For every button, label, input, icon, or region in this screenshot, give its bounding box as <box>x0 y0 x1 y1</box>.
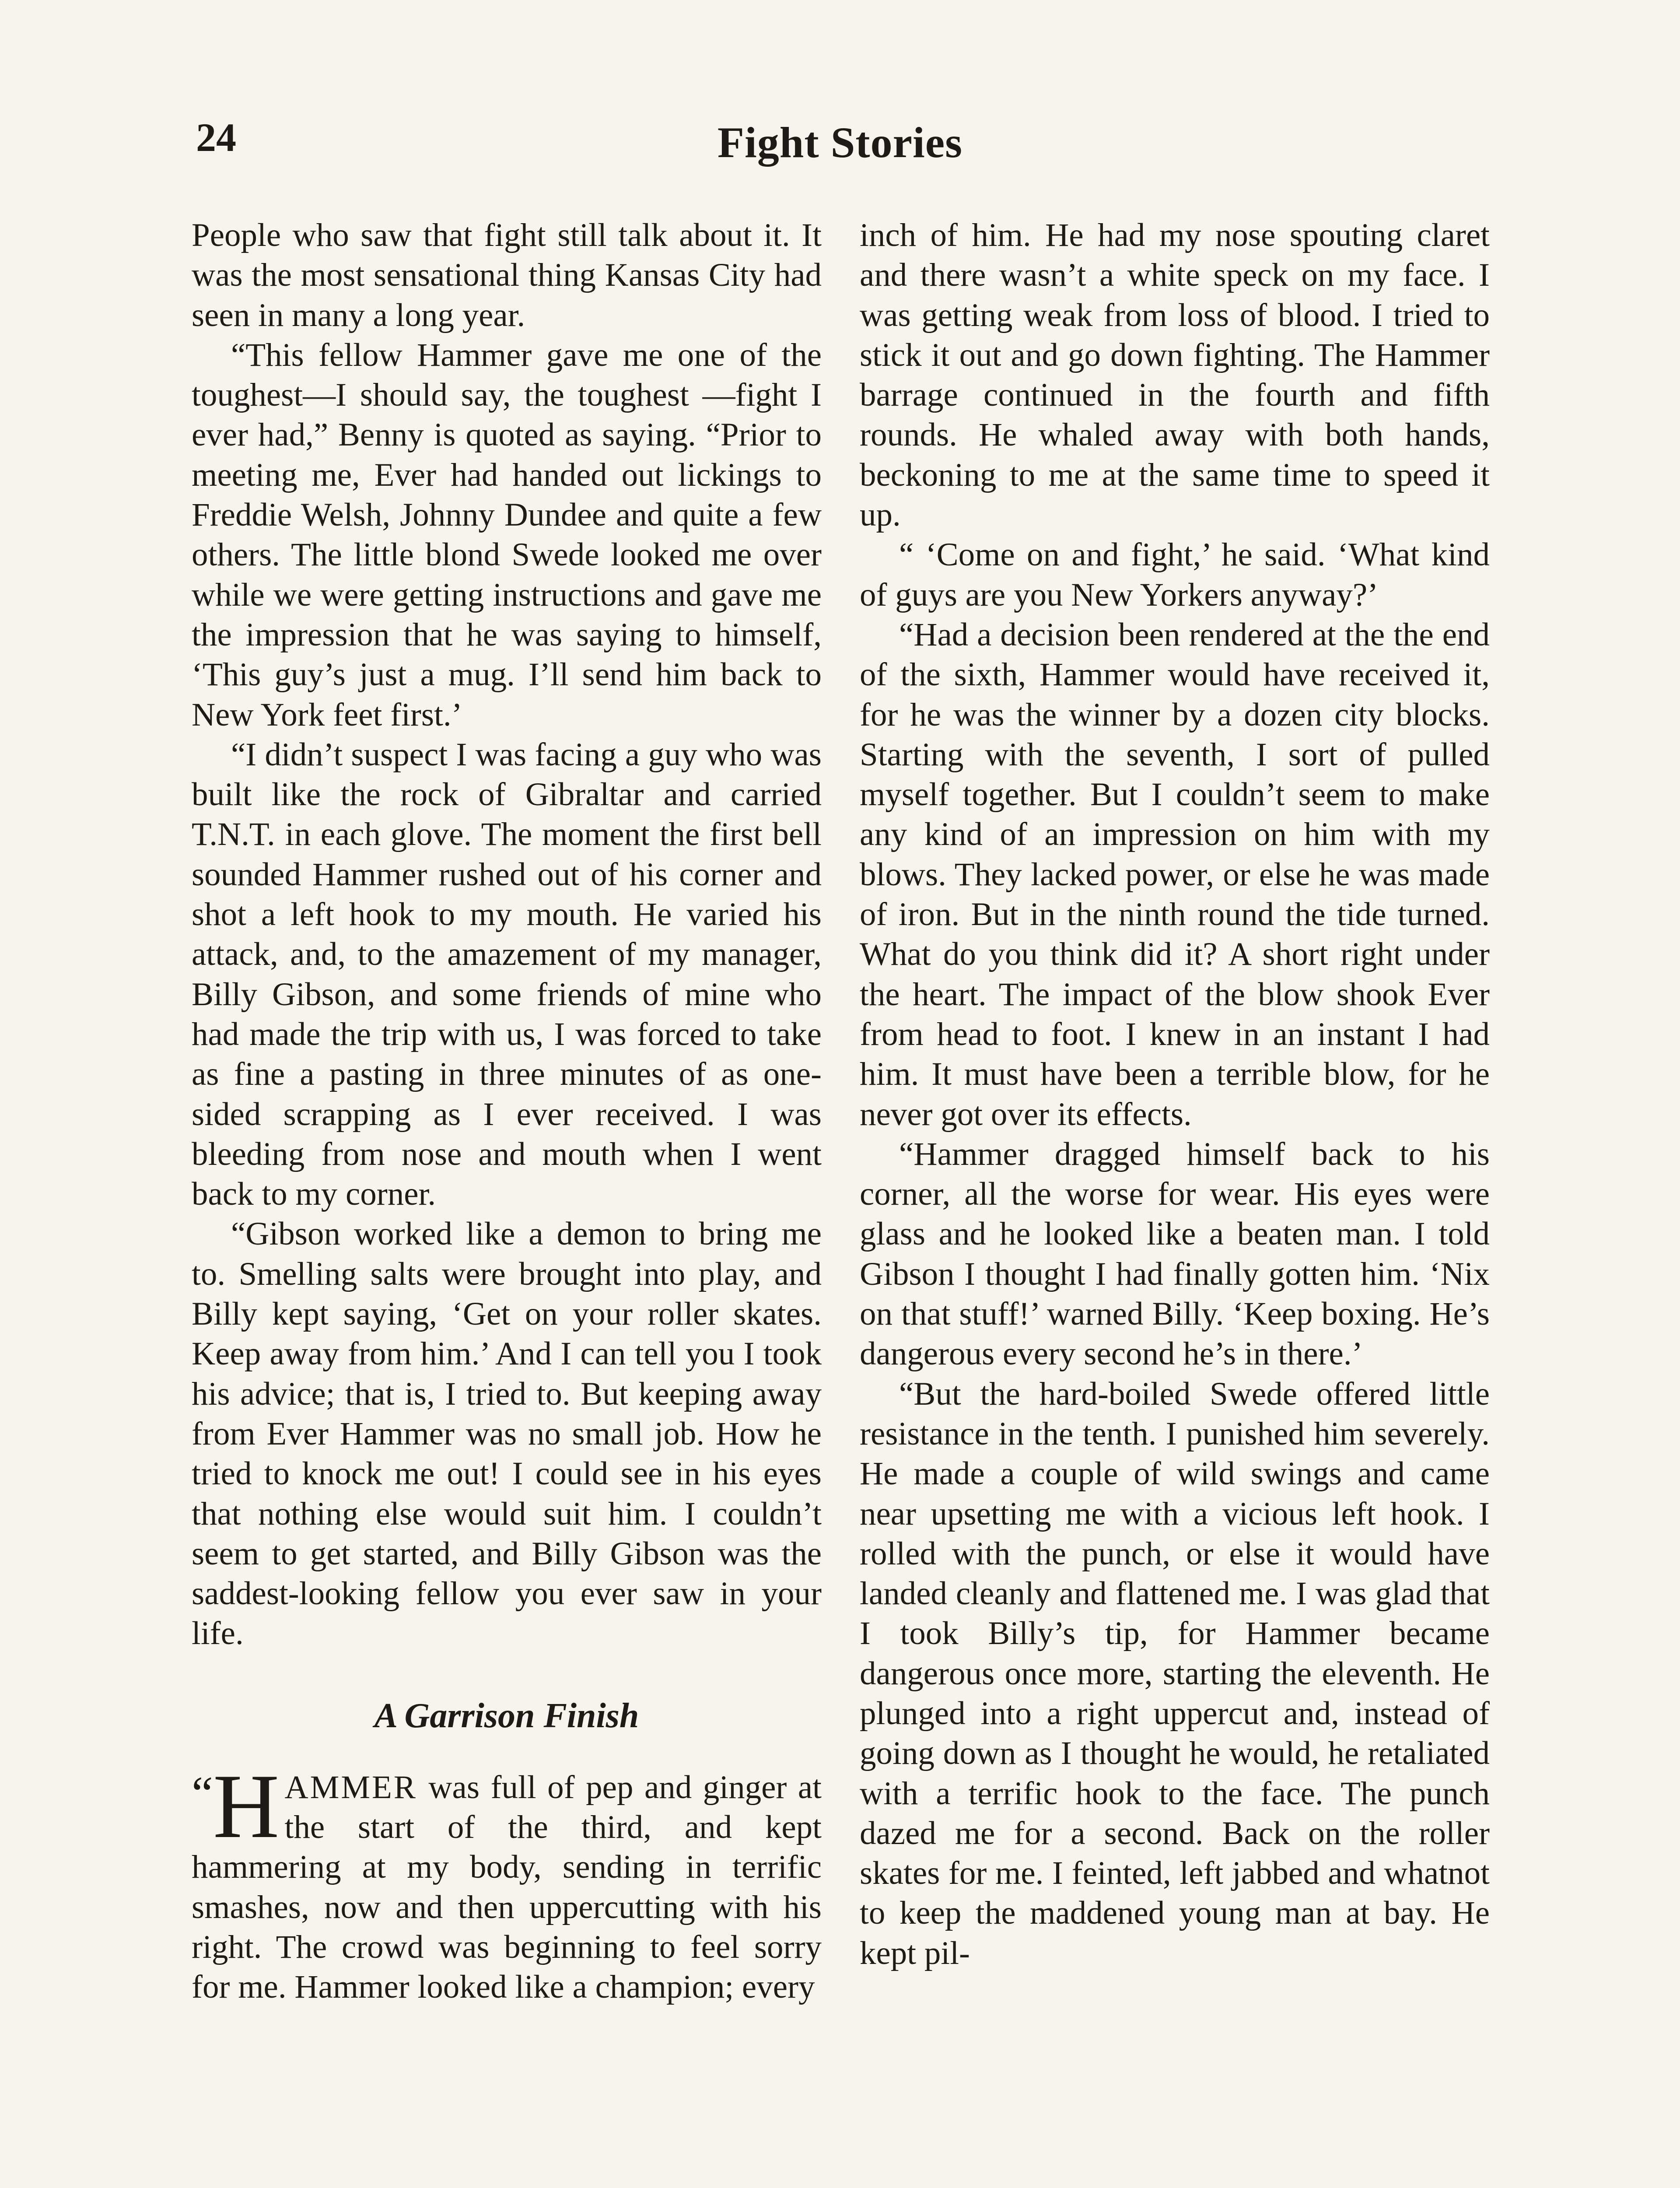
right-column <box>860 215 1490 1973</box>
paragraph: People who saw that fight still talk about it. It was the most sensational thing Kansas City had seen in many a long year. <box>192 217 822 333</box>
paragraph: “Hammer dragged himself back to his corner, all the worse for wear. His eyes were glass and he looked like a beaten man. I told Gibson I thought I had finally gotten him. ‘Nix on that stuff!’ warned Billy. ‘Keep boxing. He’s dangerous every second he’s in there.’ <box>860 1136 1490 1372</box>
paragraph: inch of him. He had my nose spouting claret and there wasn’t a white speck on my face. I was getting weak from loss of blood. I tried to stick it out and go down fighting. The Hammer barrage continued in the fourth and fifth rounds. He whaled away with both hands, beckoning to me at the same time to speed it up. <box>860 217 1490 533</box>
dropcap-paragraph <box>192 1755 822 2007</box>
drop-cap: “H <box>192 1755 280 1857</box>
running-title: Fight Stories <box>717 118 963 167</box>
page-number: 24 <box>196 115 236 160</box>
paragraph: “I didn’t suspect I was facing a guy who was built like the rock of Gibraltar and carried T.N.T. in each glove. The moment the first bell sounded Hammer rushed out of his corner and shot a left hook to my mouth. He varied his attack, and, to the amazement of my manager, Billy Gibson, and some friends of mine who had made the trip with us, I was forced to take as fine a pasting in three minutes of as one-sided scrapping as I ever received. I was bleeding from nose and mouth when I went back to my corner. <box>192 736 822 1213</box>
left-column <box>192 215 822 2007</box>
paragraph: “But the hard-boiled Swede offered little resistance in the tenth. I punished him severely. He made a couple of wild swings and came near upsetting me with a vicious left hook. I rolled with the punch, or else it would have landed cleanly and flattened me. I was glad that I took Billy’s tip, for Hammer became dangerous once more, starting the eleventh. He plunged into a right uppercut and, instead of going down as I thought he would, he retaliated with a terrific hook to the face. The punch dazed me for a second. Back on the roller skates for me. I feinted, left jabbed and whatnot to keep the maddened young man at bay. He kept pil- <box>860 1375 1490 1971</box>
paragraph: “This fellow Hammer gave me one of the toughest—I should say, the toughest —fight I ever had,” Benny is quoted as saying. “Prior to meeting me, Ever had handed out lickings to Freddie Welsh, Johnny Dundee and quite a few others. The little blond Swede looked me over while we were getting instructions and gave me the impression that he was saying to himself, ‘This guy’s just a mug. I’ll send him back to New York feet first.’ <box>192 337 822 733</box>
lead-word: AMMER <box>284 1769 417 1806</box>
paragraph: “Had a decision been rendered at the the end of the sixth, Hammer would have received it, for he was the winner by a dozen city blocks. Starting with the seventh, I sort of pulled myself together. But I couldn’t seem to make any kind of an impression on him with my blows. They lacked power, or else he was made of iron. But in the ninth round the tide turned. What do you think did it? A short right under the heart. The impact of the blow shook Ever from head to foot. I knew in an instant I had him. It must have been a terrible blow, for he never got over its effects. <box>860 616 1490 1133</box>
paragraph: “ ‘Come on and fight,’ he said. ‘What kind of guys are you New Yorkers anyway?’ <box>860 536 1490 613</box>
section-subheading: A Garrison Finish <box>374 1696 639 1735</box>
paragraph-text: was full of pep and ginger at the start of the third, and kept hammering at my body, sending in terrific smashes, now and then uppercutting with his right. The crowd was beginning to feel sorry for me. Hammer looked like a champion; every <box>192 1769 822 2006</box>
paragraph: “Gibson worked like a demon to bring me to. Smelling salts were brought into play, and Billy kept saying, ‘Get on your roller skates. Keep away from him.’ And I can tell you I took his advice; that is, I tried to. But keeping away from Ever Hammer was no small job. How he tried to knock me out! I could see in his eyes that nothing else would suit him. I couldn’t seem to get started, and Billy Gibson was the saddest-looking fellow you ever saw in your life. <box>192 1216 822 1652</box>
